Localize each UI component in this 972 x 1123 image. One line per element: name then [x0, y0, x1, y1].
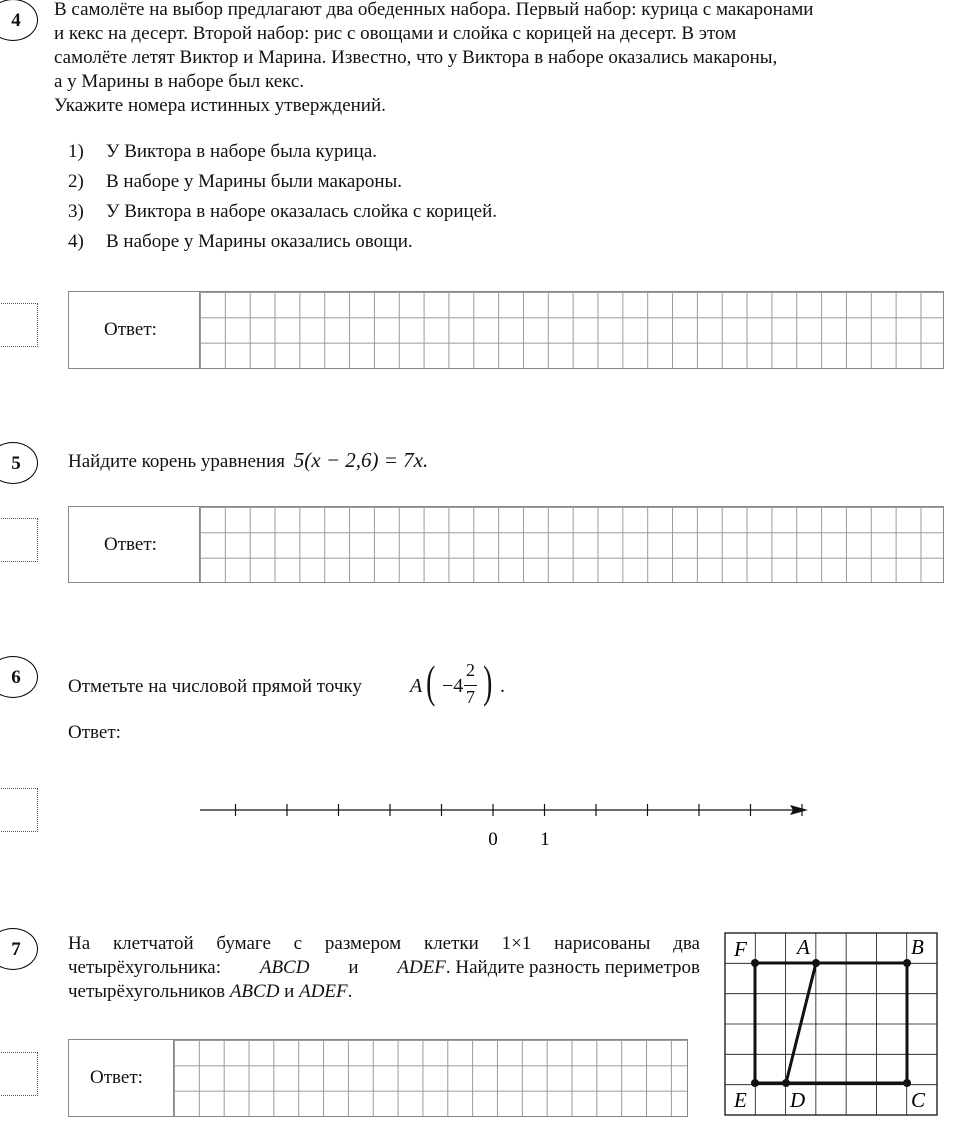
task-7-line-1: На клетчатой бумаге с размером клетки 1×1 нарисованы два — [68, 933, 700, 954]
label-c: C — [911, 1088, 926, 1112]
text: четырёхугольника: — [68, 957, 221, 978]
quad-abcd: ABCD — [229, 981, 280, 1002]
task-6-prompt: Отметьте на числовой прямой точку — [68, 676, 362, 697]
task-7-line-2 — [68, 956, 700, 980]
vertex-f — [751, 959, 759, 967]
task-4-line-2: и кекс на десерт. Второй набор: рис с овощами и слойка с корицей на десерт. В этом — [54, 23, 737, 44]
option-number: 2) — [68, 171, 84, 192]
number-line-label-zero: 0 — [488, 829, 498, 850]
task-6-point-whole: −4 — [442, 675, 464, 697]
task-5-number: 5 — [0, 442, 38, 484]
option-text: У Виктора в наборе оказалась слойка с корицей. — [106, 201, 498, 222]
task-4-answer-label: Ответ: — [104, 319, 157, 340]
task-4-line-4: а у Марины в наборе был кекс. — [54, 71, 305, 92]
vertex-e — [751, 1079, 759, 1087]
label-e: E — [734, 1088, 747, 1112]
task-7-answer-grid[interactable] — [173, 1040, 687, 1116]
right-paren: ) — [483, 656, 493, 707]
task-6-statement — [68, 675, 362, 699]
text: четырёхугольников — [68, 981, 226, 1002]
label-a: A — [797, 935, 810, 959]
task-6-fraction-denominator: 7 — [466, 687, 475, 707]
task-5-prompt: Найдите корень уравнения — [68, 451, 286, 472]
vertex-c — [903, 1079, 911, 1087]
task-6-answer-label: Ответ: — [68, 722, 121, 743]
label-b: B — [911, 935, 924, 959]
vertex-d — [782, 1079, 790, 1087]
text: . — [347, 981, 353, 1002]
number-line-label-one: 1 — [540, 829, 550, 850]
task-7-answer-label: Ответ: — [90, 1067, 143, 1088]
task-4-line-3: самолёте летят Виктор и Марина. Известно, что у Виктора в наборе оказались макароны, — [54, 47, 778, 68]
text: . Найдите разность периметров — [445, 957, 700, 978]
task-7-score-box — [0, 1052, 38, 1096]
text: и — [284, 981, 295, 1002]
number-line[interactable] — [190, 790, 820, 860]
task-7-statement — [68, 932, 700, 1004]
task-4-option-3 — [68, 200, 497, 224]
left-paren: ( — [426, 656, 436, 707]
option-text: У Виктора в наборе была курица. — [106, 141, 378, 162]
task-5-statement — [68, 448, 428, 474]
task-7-figure — [722, 930, 942, 1120]
task-7-answer-box — [68, 1039, 688, 1117]
vertex-b — [903, 959, 911, 967]
task-4-line-1: В самолёте на выбор предлагают два обеденных набора. Первый набор: курица с макаронами — [54, 0, 814, 20]
task-4-number: 4 — [0, 0, 38, 41]
task-4-answer-grid[interactable] — [199, 292, 943, 368]
quad-adef: ADEF — [397, 957, 446, 978]
task-7-number: 7 — [0, 928, 38, 970]
label-d: D — [790, 1088, 806, 1112]
text: и — [348, 957, 359, 978]
task-5-answer-label: Ответ: — [104, 533, 157, 555]
option-number: 3) — [68, 201, 84, 222]
task-4-option-1 — [68, 140, 377, 164]
task-5-answer-grid[interactable] — [199, 507, 943, 582]
task-6-score-box — [0, 788, 38, 832]
task-6-fraction-bar — [464, 685, 477, 686]
task-5-equation: 5(x − 2,6) = 7x. — [293, 448, 429, 472]
task-4-option-2 — [68, 170, 402, 194]
task-5-answer-box — [68, 506, 944, 583]
task-4-answer-box — [68, 291, 944, 369]
task-7-line-3 — [68, 980, 700, 1004]
task-6-fraction-numerator: 2 — [466, 660, 475, 680]
vertex-a — [812, 959, 820, 967]
task-5-score-box — [0, 518, 38, 562]
option-number: 4) — [68, 231, 84, 252]
quad-abcd: ABCD — [259, 957, 310, 978]
task-6-number: 6 — [0, 656, 38, 698]
option-text: В наборе у Марины были макароны. — [106, 171, 403, 192]
task-6-point-name: A — [410, 675, 423, 697]
task-4-statement — [54, 0, 942, 118]
task-4-score-box — [0, 303, 38, 347]
option-number: 1) — [68, 141, 84, 162]
task-4-option-4 — [68, 230, 413, 254]
quad-adef: ADEF — [299, 981, 348, 1002]
label-f: F — [734, 937, 747, 961]
option-text: В наборе у Марины оказались овощи. — [106, 231, 413, 252]
period: . — [500, 675, 505, 697]
task-4-instruction: Укажите номера истинных утверждений. — [54, 95, 386, 116]
